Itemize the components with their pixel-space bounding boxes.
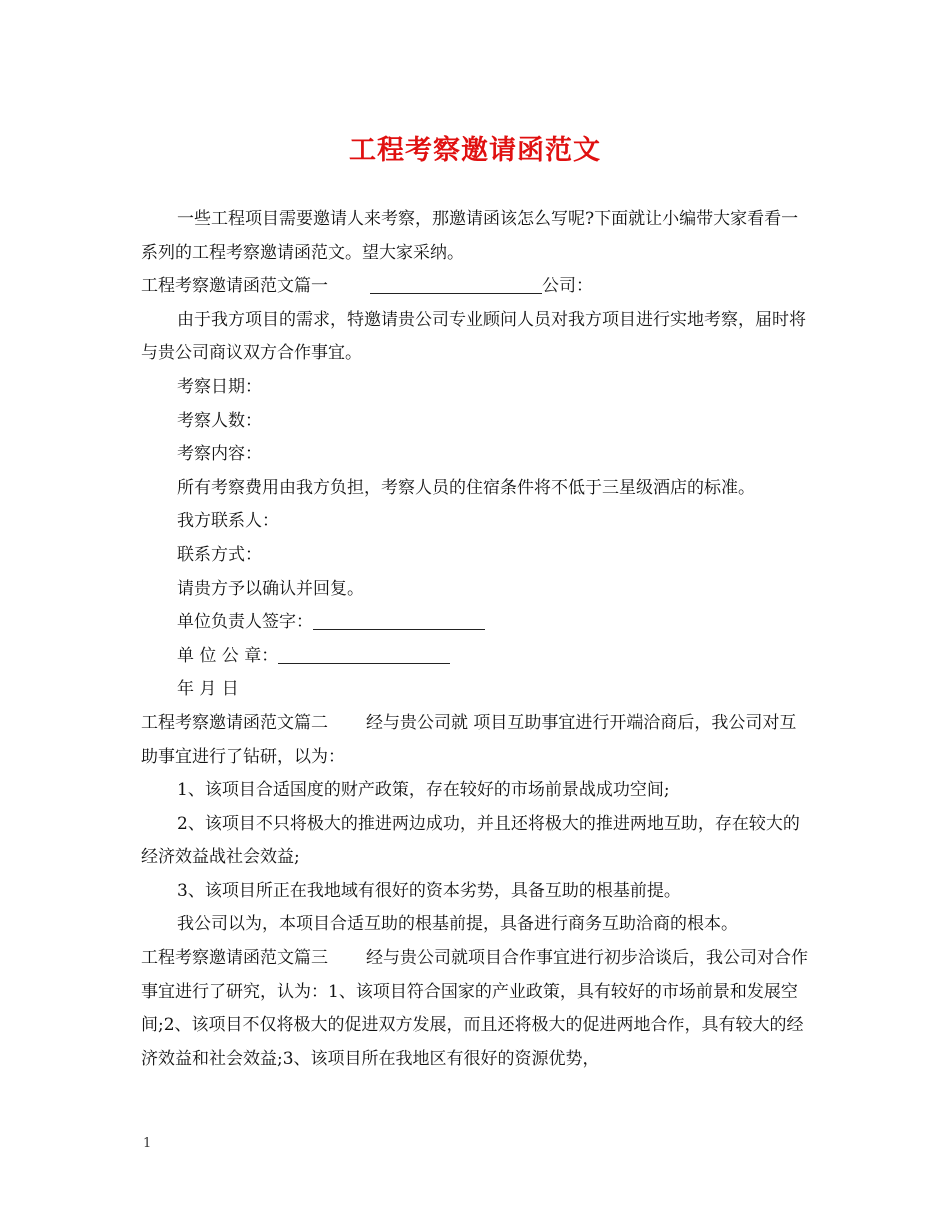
section2-item-2: 2、该项目不只将极大的推进两边成功，并且还将极大的推进两地互助，存在较大的经济效益战社会效益; <box>141 813 800 868</box>
cost-note: 所有考察费用由我方负担，考察人员的住宿条件将不低于三星级酒店的标准。 <box>177 477 755 498</box>
section1-body: 由于我方项目的需求，特邀请贵公司专业顾问人员对我方项目进行实地考察，届时将与贵公司商议双方合作事宜。 <box>141 309 806 364</box>
section2-lead-paragraph <box>141 707 813 774</box>
section3-lead-paragraph <box>141 942 813 1076</box>
signature-label: 单位负责人签字： <box>177 612 313 633</box>
signature-blank <box>313 611 485 630</box>
document-title: 工程考察邀请函范文 <box>349 135 601 166</box>
confirm-request: 请贵方予以确认并回复。 <box>177 578 364 599</box>
section2-heading: 工程考察邀请函范文篇二 <box>141 712 328 733</box>
page-number: 1 <box>143 1136 152 1151</box>
section2-item-3: 3、该项目所正在我地域有很好的资本劣势，具备互助的根基前提。 <box>177 880 681 901</box>
contact-person-label: 我方联系人： <box>177 511 279 532</box>
section2-conclusion: 我公司以为，本项目合适互助的根基前提，具备进行商务互助洽商的根本。 <box>177 914 738 935</box>
company-name-blank <box>370 275 542 294</box>
addressee-suffix: 公司： <box>542 276 593 297</box>
signature-line <box>141 606 813 640</box>
seal-label: 单 位 公 章： <box>177 645 279 666</box>
section1-heading: 工程考察邀请函范文篇一 <box>141 276 328 297</box>
section1-heading-line <box>141 270 813 304</box>
intro-paragraph: 一些工程项目需要邀请人来考察，那邀请函该怎么写呢?下面就让小编带大家看看一系列的工程考察邀请函范文。望大家采纳。 <box>141 209 799 263</box>
contact-method-label: 联系方式： <box>177 544 262 565</box>
section2-lead: 经与贵公司就 项目互助事宜进行开端洽商后，我公司对互助事宜进行了钻研，以为： <box>141 712 797 767</box>
seal-blank <box>278 645 450 664</box>
inspection-count-label: 考察人数： <box>177 410 262 431</box>
section2-item-1: 1、该项目合适国度的财产政策，存在较好的市场前景战成功空间; <box>177 780 670 801</box>
seal-line <box>141 640 813 674</box>
section3-heading: 工程考察邀请函范文篇三 <box>141 948 328 969</box>
inspection-content-label: 考察内容： <box>177 444 262 465</box>
section3-lead: 经与贵公司就项目合作事宜进行初步洽谈后，我公司对合作事宜进行了研究，认为：1、该项目符合国家的产业政策，具有较好的市场前景和发展空间;2、该项目不仅将极大的促进双方发展，而且还将极大的促进两地合作，具有较大的经济效益和社会效益;3、该项目所在我地区有很好的资源优势， <box>141 948 808 1069</box>
inspection-date-label: 考察日期： <box>177 376 262 397</box>
document-body <box>141 203 813 1076</box>
date-line: 年 月 日 <box>177 679 239 700</box>
